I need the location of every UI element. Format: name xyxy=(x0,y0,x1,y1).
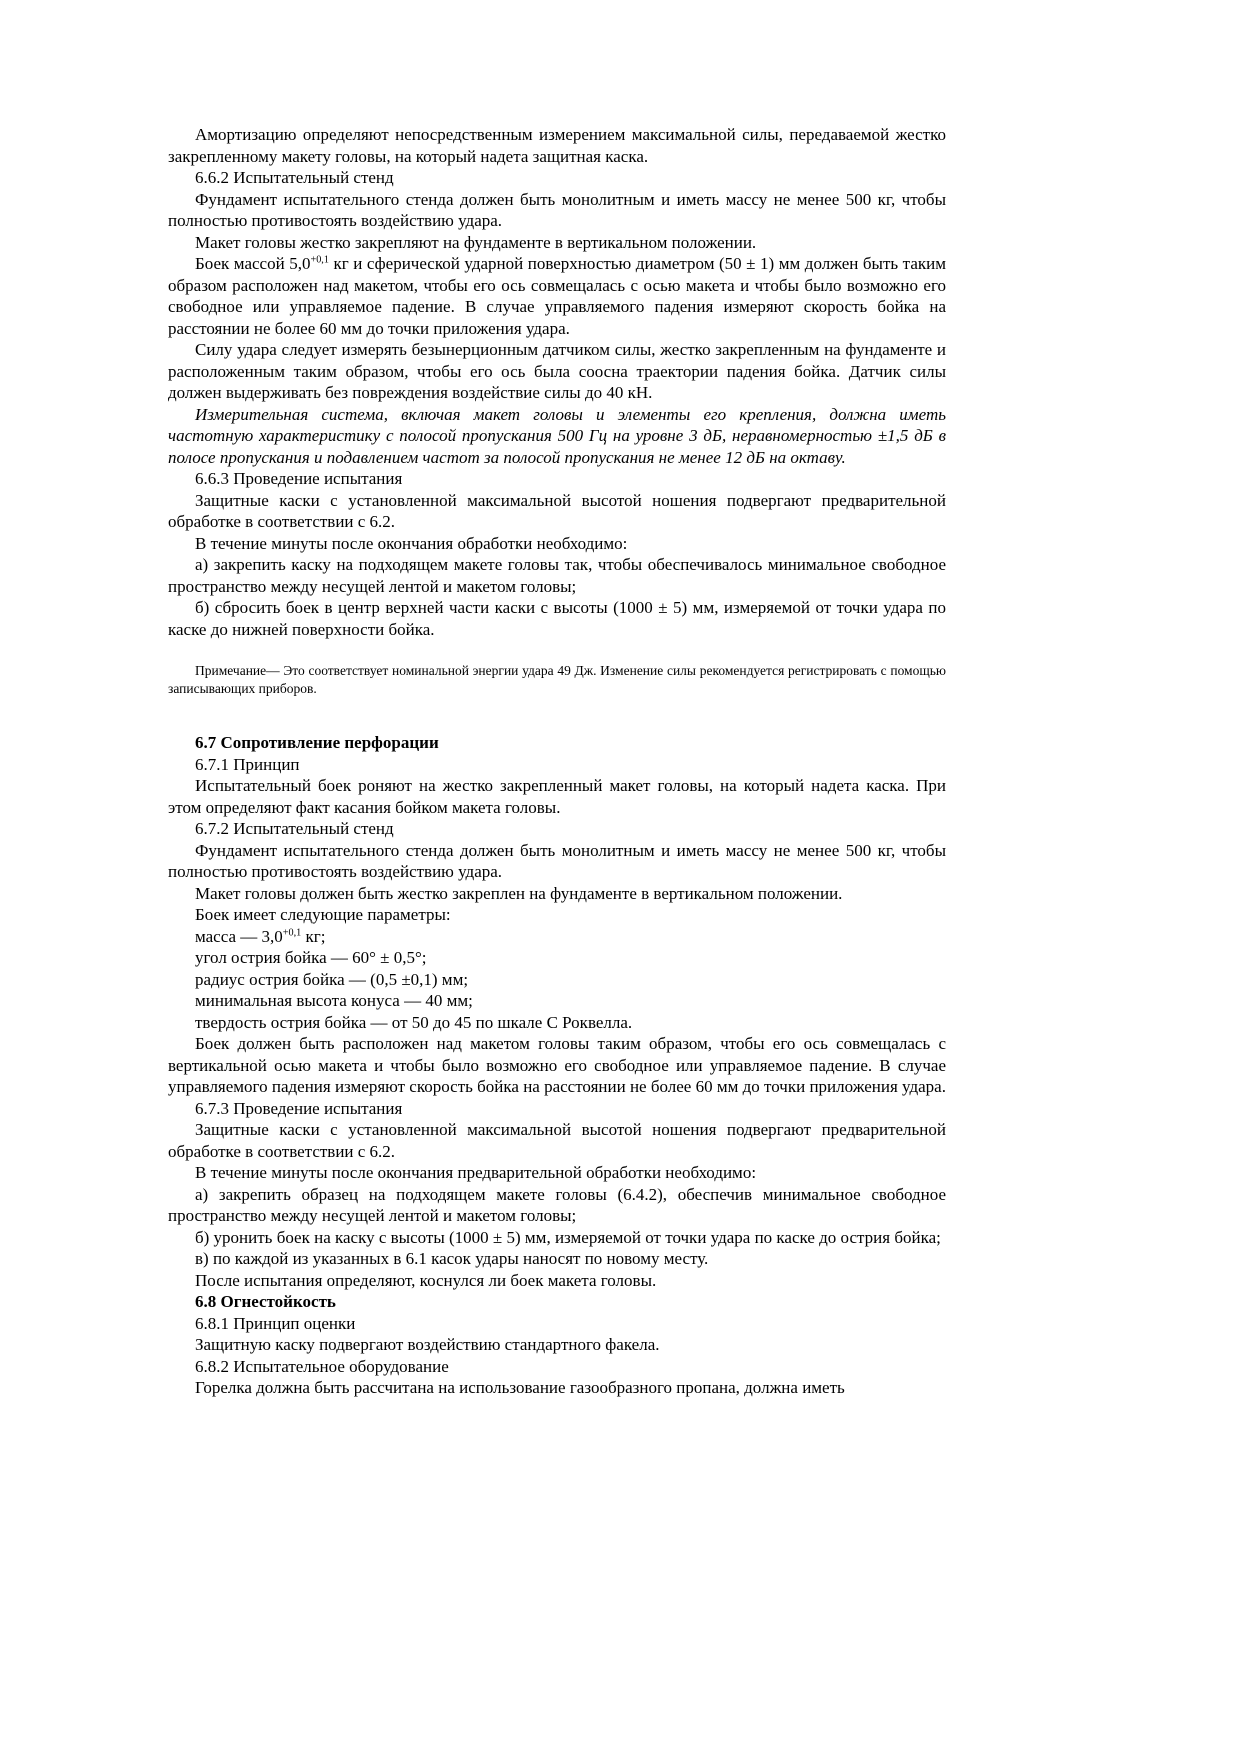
paragraph-27: Защитные каски с установленной максимальной высотой ношения подвергают предварительной обработке в соответствии с 6.2. xyxy=(168,1120,946,1161)
paragraph-15: Испытательный боек роняют на жестко закрепленный макет головы, на который надета каска. При этом определяют факт касания бойком макета головы. xyxy=(168,776,946,817)
paragraph-20: масса — $3,0^{+0,1}$ кг; xyxy=(195,926,326,946)
superscript-text: +0,1 xyxy=(310,254,329,266)
paragraph-34: 6.8.1 Принцип оценки xyxy=(195,1313,356,1333)
paragraph-16: 6.7.2 Испытательный стенд xyxy=(195,819,394,838)
paragraph-30: б) уронить боек на каску с высоты (1000 ± 5) мм, измеряемой от точки удара по каске до острия бойка; xyxy=(195,1227,941,1247)
paragraph-18: Макет головы должен быть жестко закреплен на фундаменте в вертикальном положении. xyxy=(195,883,843,903)
note-text-12: Примечание— Это соответствует номинальной энергии удара 49 Дж. Изменение силы рекомендуется регистрировать с помощью записывающих приборов. xyxy=(168,663,946,696)
paragraph-25: Боек должен быть расположен над макетом головы таким образом, чтобы его ось совмещалась с вертикальной осью макета и чтобы было возможно его свободное или управляемое падение. В случае управляемого падения измеряют скорость бойка на расстоянии не более 60 мм до точки приложения удара. xyxy=(168,1034,946,1096)
paragraph-24: твердость острия бойка — от 50 до 45 по шкале С Роквелла. xyxy=(195,1012,633,1032)
paragraph-35: Защитную каску подвергают воздействию стандартного факела. xyxy=(195,1335,660,1354)
paragraph-2: Фундамент испытательного стенда должен быть монолитным и иметь массу не менее 500 кг, чтобы полностью противостоять воздействию удара. xyxy=(168,189,946,230)
paragraph-10: а) закрепить каску на подходящем макете головы так, чтобы обеспечивалось минимальное свободное пространство между несущей лентой и макетом головы; xyxy=(168,555,946,596)
paragraph-4: Боек массой $5,0^{+0,1}$ кг и сферической ударной поверхностью диаметром (50 ± 1) мм должен быть таким образом расположен над макетом, чтобы его ось совмещалась с осью макета и чтобы было возможно его свободное или управляемое падение. В случае управляемого падения измеряют скорость бойка на расстоянии не более 60 мм до точки приложения удара. xyxy=(168,254,946,338)
paragraph-14: 6.7.1 Принцип xyxy=(195,754,300,774)
paragraph-22: радиус острия бойка — (0,5 ±0,1) мм; xyxy=(195,969,469,989)
superscript-text: +0,1 xyxy=(282,926,302,938)
paragraph-7: 6.6.3 Проведение испытания xyxy=(195,469,403,488)
paragraph-31: в) по каждой из указанных в 6.1 касок удары наносят по новому месту. xyxy=(195,1249,709,1268)
paragraph-5: Силу удара следует измерять безынерционным датчиком силы, жестко закрепленным на фундаменте и расположенным таким образом, чтобы его ось была соосна траектории падения бойка. Датчик силы должен выдерживать без повреждения воздействие силы до 40 кН. xyxy=(168,340,946,402)
paragraph-23: минимальная высота конуса — 40 мм; xyxy=(195,991,473,1010)
paragraph-9: В течение минуты после окончания обработки необходимо: xyxy=(195,533,628,553)
paragraph-0: Амортизацию определяют непосредственным измерением максимальной силы, передаваемой жестко закрепленному макету головы, на который надета защитная каска. xyxy=(168,125,946,166)
paragraph-21: угол острия бойка — 60° ± 0,5°; xyxy=(195,948,427,967)
paragraph-32: После испытания определяют, коснулся ли боек макета головы. xyxy=(195,1270,657,1290)
paragraph-17: Фундамент испытательного стенда должен быть монолитным и иметь массу не менее 500 кг, чтобы полностью противостоять воздействию удара. xyxy=(168,840,946,881)
paragraph-37: Горелка должна быть рассчитана на использование газообразного пропана, должна иметь xyxy=(195,1378,845,1397)
paragraph-3: Макет головы жестко закрепляют на фундаменте в вертикальном положении. xyxy=(195,232,757,252)
document-content xyxy=(168,124,946,1399)
italic-paragraph-6: Измерительная система, включая макет головы и элементы его крепления, должна иметь частотную характеристику с полосой пропускания 500 Гц на уровне 3 дБ, неравномерностью ±1,5 дБ в полосе пропускания и подавлением частот за полосой пропускания не менее 12 дБ на октаву. xyxy=(168,404,946,467)
paragraph-1: 6.6.2 Испытательный стенд xyxy=(195,168,394,187)
paragraph-8: Защитные каски с установленной максимальной высотой ношения подвергают предварительной обработке в соответствии с 6.2. xyxy=(168,490,946,531)
paragraph-29: а) закрепить образец на подходящем макете головы (6.4.2), обеспечив минимальное свободное пространство между несущей лентой и макетом головы; xyxy=(168,1184,946,1225)
paragraph-26: 6.7.3 Проведение испытания xyxy=(195,1098,403,1118)
paragraph-28: В течение минуты после окончания предварительной обработки необходимо: xyxy=(195,1163,757,1182)
section-heading-13: 6.7 Сопротивление перфорации xyxy=(195,733,439,752)
section-heading-33: 6.8 Огнестойкость xyxy=(195,1292,336,1311)
paragraph-36: 6.8.2 Испытательное оборудование xyxy=(195,1356,449,1376)
paragraph-11: б) сбросить боек в центр верхней части каски с высоты (1000 ± 5) мм, измеряемой от точки удара по каске до нижней поверхности бойка. xyxy=(168,598,946,639)
paragraph-19: Боек имеет следующие параметры: xyxy=(195,905,451,924)
